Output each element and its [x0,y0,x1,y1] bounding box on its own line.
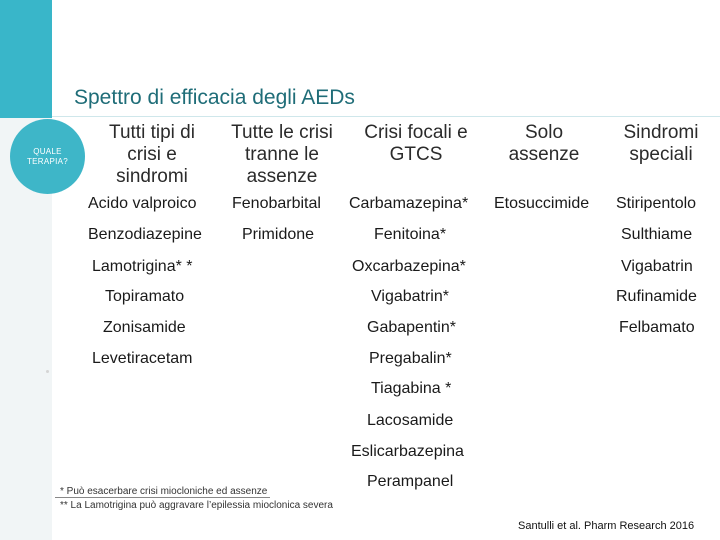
drug-col1: Levetiracetam [92,350,193,367]
drug-col3: Eslicarbazepina [351,443,464,460]
drug-col1: Acido valproico [88,195,197,212]
header-special-syndromes: Sindromi speciali [623,122,699,165]
drug-col3: Perampanel [367,473,454,490]
section-badge-label: QUALE TERAPIA? [26,146,69,166]
header-focal-gtcs: Crisi focali e GTCS [364,122,468,165]
drug-col3: Pregabalin* [369,350,452,367]
drug-col2: Primidone [242,226,315,243]
drug-col1: Topiramato [105,288,185,305]
drug-col5: Stiripentolo [616,195,697,212]
title-divider [52,116,720,117]
drug-col5: Felbamato [619,319,695,336]
drug-col3: Carbamazepina* [349,195,469,212]
drug-col3: Fenitoina* [374,226,447,243]
drug-col1: Zonisamide [103,319,186,336]
drug-col3: Lacosamide [367,412,454,429]
drug-col5: Vigabatrin [621,258,693,275]
drug-col1: Lamotrigina* * [92,258,193,275]
footnote-2: ** La Lamotrigina può aggravare l’epilessia mioclonica severa [60,500,333,511]
drug-col2: Fenobarbital [232,195,321,212]
sidebar-accent-block [0,0,52,118]
section-badge [10,119,85,194]
slide-title: Spettro di efficacia degli AEDs [74,86,355,109]
drug-col5: Sulthiame [621,226,693,243]
drug-col5: Rufinamide [616,288,697,305]
citation: Santulli et al. Pharm Research 2016 [518,520,695,532]
footnote-1: * Può esacerbare crisi miocloniche ed assenze [60,486,268,497]
drug-col4: Etosuccimide [494,195,590,212]
drug-col3: Tiagabina * [371,380,452,397]
header-all-except-absences: Tutte le crisi tranne le assenze [231,122,333,187]
drug-col3: Gabapentin* [367,319,456,336]
footnote-divider [55,497,270,498]
drug-col1: Benzodiazepine [88,226,202,243]
drug-col3: Oxcarbazepina* [352,258,466,275]
decorative-dot [46,370,49,373]
header-all-seizures: Tutti tipi di crisi e sindromi [109,122,195,187]
drug-col3: Vigabatrin* [371,288,449,305]
header-absences-only: Solo assenze [508,122,580,165]
